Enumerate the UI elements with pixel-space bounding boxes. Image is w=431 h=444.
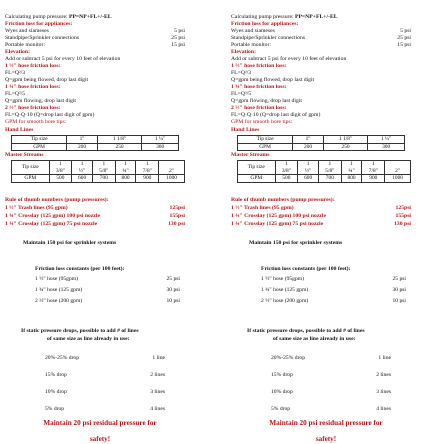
table-row: Tip size 1" 1 1/8" 1 ¼" — [12, 136, 179, 144]
elevation-title: Elevation: — [5, 49, 30, 55]
hose-rule-title: 1 ½" hose friction loss: — [231, 63, 287, 69]
friction-constants-title: Friction loss constants (per 100 feet): — [261, 266, 351, 272]
static-drop-title: If static pressure drops, possible to add # of lines — [21, 328, 139, 334]
appliance-row: Wyes and siameses 5 psi — [5, 28, 185, 34]
hand-lines-title: Hand Lines — [231, 127, 260, 133]
hose-rule-formula: FL=Q²/3 — [231, 70, 252, 76]
hose-rule-formula: FL=Q²/3 — [5, 70, 26, 76]
formula: PP=NP+FL+/-EL — [68, 14, 112, 20]
appliance-row: Wyes and siameses 5 psi — [231, 28, 411, 34]
master-streams-table — [237, 160, 411, 183]
elevation-title: Elevation: — [231, 49, 256, 55]
static-drop-row: 10% drop 3 lines — [271, 389, 391, 395]
footer-line-2: safety! — [315, 435, 337, 443]
static-drop-title: If static pressure drops, possible to add # of lines — [247, 328, 365, 334]
hand-lines-table — [11, 135, 179, 151]
master-streams-title: Master Streams — [5, 152, 44, 158]
rule-of-thumb-row: 1 ¾" Crosslay (125 gpm) 100 psi nozzle 155psi — [231, 213, 411, 219]
reference-card-right — [231, 14, 428, 443]
rule-of-thumb-row: 1 ½" Trash lines (95 gpm) 125psi — [231, 205, 411, 211]
table-row: Tip size 1 3/8" 1 ½" 1 5/8" 1 ¾" 1 7/8" 2" — [238, 161, 411, 175]
hose-rule-title: 1 ½" hose friction loss: — [5, 63, 61, 69]
static-drop-row: 15% drop 2 lines — [271, 372, 391, 378]
static-drop-row: 5% drop 4 lines — [271, 406, 391, 412]
table-row: GPM 500 600 700 800 900 1000 — [238, 175, 411, 183]
sprinkler-note: Maintain 150 psi for sprinkler systems — [23, 240, 117, 246]
appliance-row: Standpipe/Sprinkler connections 25 psi — [5, 35, 185, 41]
footer-line-1: Maintain 20 psi residual pressure for — [269, 419, 383, 427]
smooth-bore-note: GPM for smooth bore tips: — [5, 119, 67, 125]
friction-constant-row: 2 ½" hose (200 gpm) 10 psi — [35, 298, 180, 304]
formula: PP=NP+FL+/-EL — [294, 14, 338, 20]
master-streams-title: Master Streams — [231, 152, 270, 158]
elevation-text: Add or subtract 5 psi for every 10 feet of elevation — [231, 56, 347, 62]
table-row: Tip size 1 3/8" 1 ½" 1 5/8" 1 ¾" 1 7/8" 2" — [12, 161, 185, 175]
hose-rule-note: Q=gpm being flowed, drop last digit — [5, 77, 89, 83]
static-drop-row: 5% drop 4 lines — [45, 406, 165, 412]
formula-label: Calculating pump pressure: — [231, 14, 294, 20]
hose-rule-note: Q=gpm flowing, drop last digit — [5, 98, 76, 104]
hose-rule-formula: FL=Q·Q·10 (Q=drop last digit of gpm) — [5, 112, 95, 118]
friction-loss-title: Friction loss for appliances: — [5, 21, 73, 27]
static-drop-row: 10% drop 3 lines — [45, 389, 165, 395]
rule-of-thumb-row: 1 ¾" Crosslay (125 gpm) 75 psi nozzle 130 psi — [231, 221, 411, 227]
static-drop-subtitle: of same size as line already in use: — [273, 336, 356, 342]
hose-rule-formula: FL=Q²/5 — [231, 91, 252, 97]
appliance-row: Standpipe/Sprinkler connections 25 psi — [231, 35, 411, 41]
friction-constants-title: Friction loss constants (per 100 feet): — [35, 266, 125, 272]
appliance-row: Portable monitor: 15 psi — [5, 42, 185, 48]
friction-loss-title: Friction loss for appliances: — [231, 21, 299, 27]
hose-rule-title: 1 ¾" hose friction loss: — [231, 84, 287, 90]
static-drop-row: 20%-25% drop 1 line — [45, 355, 165, 361]
hose-rule-note: Q=gpm being flowed, drop last digit — [231, 77, 315, 83]
friction-constant-row: 1 ½" hose (95gpm) 25 psi — [35, 276, 180, 282]
formula-label: Calculating pump pressure: — [5, 14, 68, 20]
friction-constant-row: 1 ¾" hose (125 gpm) 30 psi — [261, 287, 406, 293]
static-drop-row: 15% drop 2 lines — [45, 372, 165, 378]
static-drop-row: 20%-25% drop 1 line — [271, 355, 391, 361]
table-row: Tip size 1" 1 1/8" 1 ¼" — [238, 136, 405, 144]
hose-rule-formula: FL=Q²/5 — [5, 91, 26, 97]
reference-card-left — [5, 14, 202, 443]
sprinkler-note: Maintain 150 psi for sprinkler systems — [249, 240, 343, 246]
rule-of-thumb-row: 1 ¾" Crosslay (125 gpm) 100 psi nozzle 155psi — [5, 213, 185, 219]
hose-rule-note: Q=gpm flowing, drop last digit — [231, 98, 302, 104]
friction-constant-row: 2 ½" hose (200 gpm) 10 psi — [261, 298, 406, 304]
table-row: GPM 500 600 700 800 900 1000 — [12, 175, 185, 183]
hose-rule-formula: FL=Q·Q·10 (Q=drop last digit of gpm) — [231, 112, 321, 118]
static-drop-subtitle: of same size as line already in use: — [47, 336, 130, 342]
rule-of-thumb-row: 1 ½" Trash lines (95 gpm) 125psi — [5, 205, 185, 211]
hand-lines-title: Hand Lines — [5, 127, 34, 133]
hand-lines-table — [237, 135, 405, 151]
formula-line — [5, 14, 112, 21]
hose-rule-title: 2 ½" hose friction loss: — [231, 105, 287, 111]
hose-rule-title: 1 ¾" hose friction loss: — [5, 84, 61, 90]
hose-rule-title: 2 ½" hose friction loss: — [5, 105, 61, 111]
footer-line-1: Maintain 20 psi residual pressure for — [43, 419, 157, 427]
friction-constant-row: 1 ½" hose (95gpm) 25 psi — [261, 276, 406, 282]
formula-line — [231, 14, 338, 21]
footer-line-2: safety! — [89, 435, 111, 443]
rule-of-thumb-row: 1 ¾" Crosslay (125 gpm) 75 psi nozzle 130 psi — [5, 221, 185, 227]
smooth-bore-note: GPM for smooth bore tips: — [231, 119, 293, 125]
appliance-row: Portable monitor: 15 psi — [231, 42, 411, 48]
table-row: GPM 200 250 300 — [238, 143, 405, 151]
friction-constant-row: 1 ¾" hose (125 gpm) 30 psi — [35, 287, 180, 293]
rule-of-thumb-title: Rule of thumb numbers (pump pressures): — [231, 197, 335, 203]
table-row: GPM 200 250 300 — [12, 143, 179, 151]
elevation-text: Add or subtract 5 psi for every 10 feet of elevation — [5, 56, 121, 62]
master-streams-table — [11, 160, 185, 183]
rule-of-thumb-title: Rule of thumb numbers (pump pressures): — [5, 197, 109, 203]
